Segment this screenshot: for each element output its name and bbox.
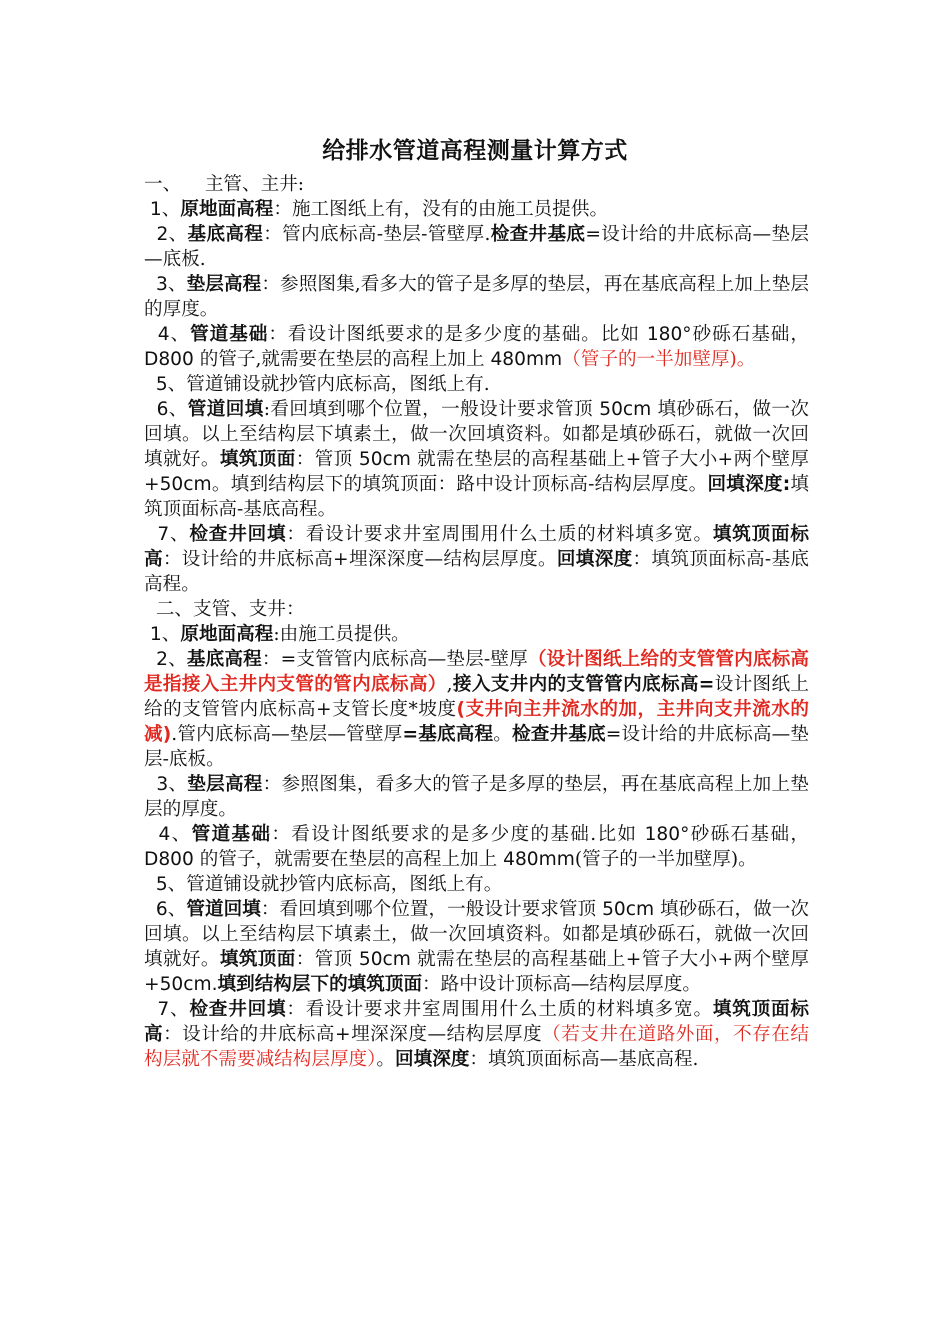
text-run: 砂砾石基础， — [691, 324, 809, 345]
text-run: 480mm — [490, 349, 563, 370]
list-item — [144, 997, 809, 1072]
text-run: 垫层高程 — [186, 274, 262, 295]
text-run: 填筑顶面标高 — [144, 999, 809, 1045]
text-run: ：管内底标高-垫层-管壁厚. — [263, 224, 491, 245]
text-run: 填筑顶面 — [219, 949, 296, 970]
text-run: ：设计给的井底标高+埋深深度—结构层厚度。 — [162, 549, 557, 570]
list-item — [144, 372, 809, 397]
text-run: 回填深度 — [556, 549, 633, 570]
text-run: ：设计给的井底标高+埋深深度—结构层厚度 — [163, 1024, 543, 1045]
text-run: ：=支管管内底标高—垫层-壁厚 — [261, 649, 528, 670]
text-run: 50cm — [159, 474, 212, 495]
text-run: （若支井在道路外面，不存在结构层就不需要减结构层厚度） — [144, 1024, 809, 1070]
text-run: =基底高程 — [402, 724, 494, 745]
text-run: .管内底标高—垫层—管壁厚 — [171, 724, 403, 745]
text-run: 3、 — [144, 274, 187, 295]
text-run: 管道回填 — [186, 899, 261, 920]
list-item — [144, 522, 809, 597]
text-run: 50cm — [599, 399, 652, 420]
text-run: 。填到结构层下的填筑顶面：路中设计顶标高-结构层厚度。 — [211, 474, 708, 495]
text-run: 480mm — [503, 849, 575, 870]
text-run: ：看设计图纸要求的是多少度的基础。比如 — [268, 324, 647, 345]
text-run: ：看设计图纸要求的是多少度的基础.比如 — [271, 824, 645, 845]
text-run: 。 — [493, 724, 512, 745]
text-run: ：参照图集，看多大的管子是多厚的垫层，再在基底高程上加上垫层的厚度。 — [144, 774, 809, 820]
text-run: (管子的一半加壁厚)。 — [574, 849, 757, 870]
text-run: D800 — [144, 849, 194, 870]
text-run: 检查井基底 — [490, 224, 586, 245]
text-run: 检查井回填 — [189, 524, 287, 545]
text-run: 垫层高程 — [187, 774, 263, 795]
text-run: 2、 — [144, 224, 188, 245]
text-run: ：管顶 — [295, 949, 359, 970]
text-run: 原地面高程 — [180, 624, 274, 645]
list-item — [144, 222, 809, 272]
text-run: 180° — [646, 324, 692, 345]
section1-items — [144, 197, 809, 597]
document-title: 给排水管道高程测量计算方式 — [322, 138, 628, 164]
text-run: ：管顶 — [295, 449, 359, 470]
text-run: 50cm. — [159, 974, 218, 995]
text-run: 填砂砾石，做一次回填。以上至结构层下填素土，做一次回填资料。如都是填砂砾石，就做一次回填就好。 — [144, 899, 809, 970]
text-run: 7、 — [144, 999, 190, 1020]
list-item — [144, 897, 809, 997]
text-run: 1、 — [144, 199, 181, 220]
section2-items — [144, 622, 809, 1072]
list-item — [144, 872, 809, 897]
text-run: 设计图纸上给的支管管内底标高+支管长度*坡度 — [144, 674, 809, 720]
text-run: 50cm — [602, 899, 655, 920]
text-run: 检查井基底 — [512, 724, 606, 745]
text-run: 2、 — [144, 649, 187, 670]
text-run: 管道铺设就抄管内底标高，图纸上有. — [186, 374, 490, 395]
text-run: 就需在垫层的高程基础上+管子大小+两个壁厚+ — [144, 949, 809, 995]
text-run: =设计给的井底标高—垫层—底板. — [144, 224, 809, 270]
text-run: 5、 — [144, 874, 187, 895]
text-run: 50cm — [358, 949, 411, 970]
text-run: 3、 — [144, 774, 188, 795]
text-run: 砂砾石基础， — [689, 824, 809, 845]
text-run: ：参照图集,看多大的管子是多厚的垫层，再在基底高程上加上垫层的厚度。 — [144, 274, 809, 320]
list-item — [144, 397, 809, 522]
list-item — [144, 647, 809, 772]
text-run: 管道基础 — [191, 824, 272, 845]
text-run: 填筑顶面 — [219, 449, 296, 470]
text-run: 的管子,就需要在垫层的高程上加上 — [193, 349, 491, 370]
list-item — [144, 272, 809, 322]
text-run: ：填筑顶面标高-基底高程。 — [144, 549, 809, 595]
list-item — [144, 622, 809, 647]
text-run: 填砂砾石，做一次回填。以上至结构层下填素土，做一次回填资料。如都是填砂砾石，就做一次回填就好。 — [144, 399, 809, 470]
text-run: D800 — [144, 349, 194, 370]
text-run: ：看回填到哪个位置，一般设计要求管顶 — [260, 899, 603, 920]
text-run: 4、 — [144, 824, 192, 845]
text-run: 填到结构层下的填筑顶面 — [217, 974, 423, 995]
text-run: 回填深度 — [395, 1049, 470, 1070]
text-run: ：看设计要求井室周围用什么土质的材料填多宽。 — [286, 999, 713, 1020]
text-run: 5、 — [144, 374, 187, 395]
text-run: :看回填到哪个位置，一般设计要求管顶 — [263, 399, 600, 420]
list-item — [144, 772, 809, 822]
text-run: 回填深度: — [707, 474, 791, 495]
section1-heading: 一、 主管、主井: — [144, 174, 305, 195]
text-run: 检查井回填 — [189, 999, 287, 1020]
text-run: 基底高程 — [186, 649, 262, 670]
text-run: 50cm — [358, 449, 411, 470]
document-body — [144, 172, 809, 1072]
section2-heading: 二、支管、支井： — [144, 599, 305, 620]
text-run: 7、 — [144, 524, 190, 545]
list-item — [144, 197, 809, 222]
text-run: 填筑顶面标高-基底高程。 — [144, 474, 809, 520]
text-run: 基底高程 — [187, 224, 264, 245]
text-run: 管道基础 — [190, 324, 269, 345]
text-run: （设计图纸上给的支管管内底标高是指接入主井内支管的管内底标高） — [144, 649, 809, 695]
text-run: 原地面高程 — [180, 199, 274, 220]
list-item — [144, 322, 809, 372]
text-run: 1、 — [144, 624, 181, 645]
text-run: 。 — [376, 1049, 396, 1070]
text-run: 6、 — [144, 899, 187, 920]
text-run: ：填筑顶面标高—基底高程. — [469, 1049, 699, 1070]
text-run: 管道铺设就抄管内底标高，图纸上有。 — [186, 874, 503, 895]
text-run: 填筑顶面标高 — [144, 524, 809, 570]
text-run: 180° — [644, 824, 690, 845]
list-item — [144, 822, 809, 872]
text-run: =设计给的井底标高—垫层-底板。 — [144, 724, 809, 770]
text-run: ：施工图纸上有，没有的由施工员提供。 — [273, 199, 609, 220]
text-run: 6、 — [144, 399, 188, 420]
text-run: 4、 — [144, 324, 191, 345]
text-run: (支井向主井流水的加，主井向支井流水的减) — [144, 699, 809, 745]
text-run: , — [446, 674, 453, 695]
text-run: 就需在垫层的高程基础上+管子大小+两个壁厚+ — [144, 449, 809, 495]
text-run: 接入支井内的支管管内底标高= — [452, 674, 715, 695]
text-run: ：路中设计顶标高—结构层厚度。 — [422, 974, 701, 995]
text-run: :由施工员提供。 — [273, 624, 410, 645]
text-run: 管道回填 — [187, 399, 264, 420]
text-run: ：看设计要求井室周围用什么土质的材料填多宽。 — [286, 524, 713, 545]
text-run: （管子的一半加壁厚)。 — [562, 349, 756, 370]
text-run: 的管子，就需要在垫层的高程上加上 — [193, 849, 504, 870]
